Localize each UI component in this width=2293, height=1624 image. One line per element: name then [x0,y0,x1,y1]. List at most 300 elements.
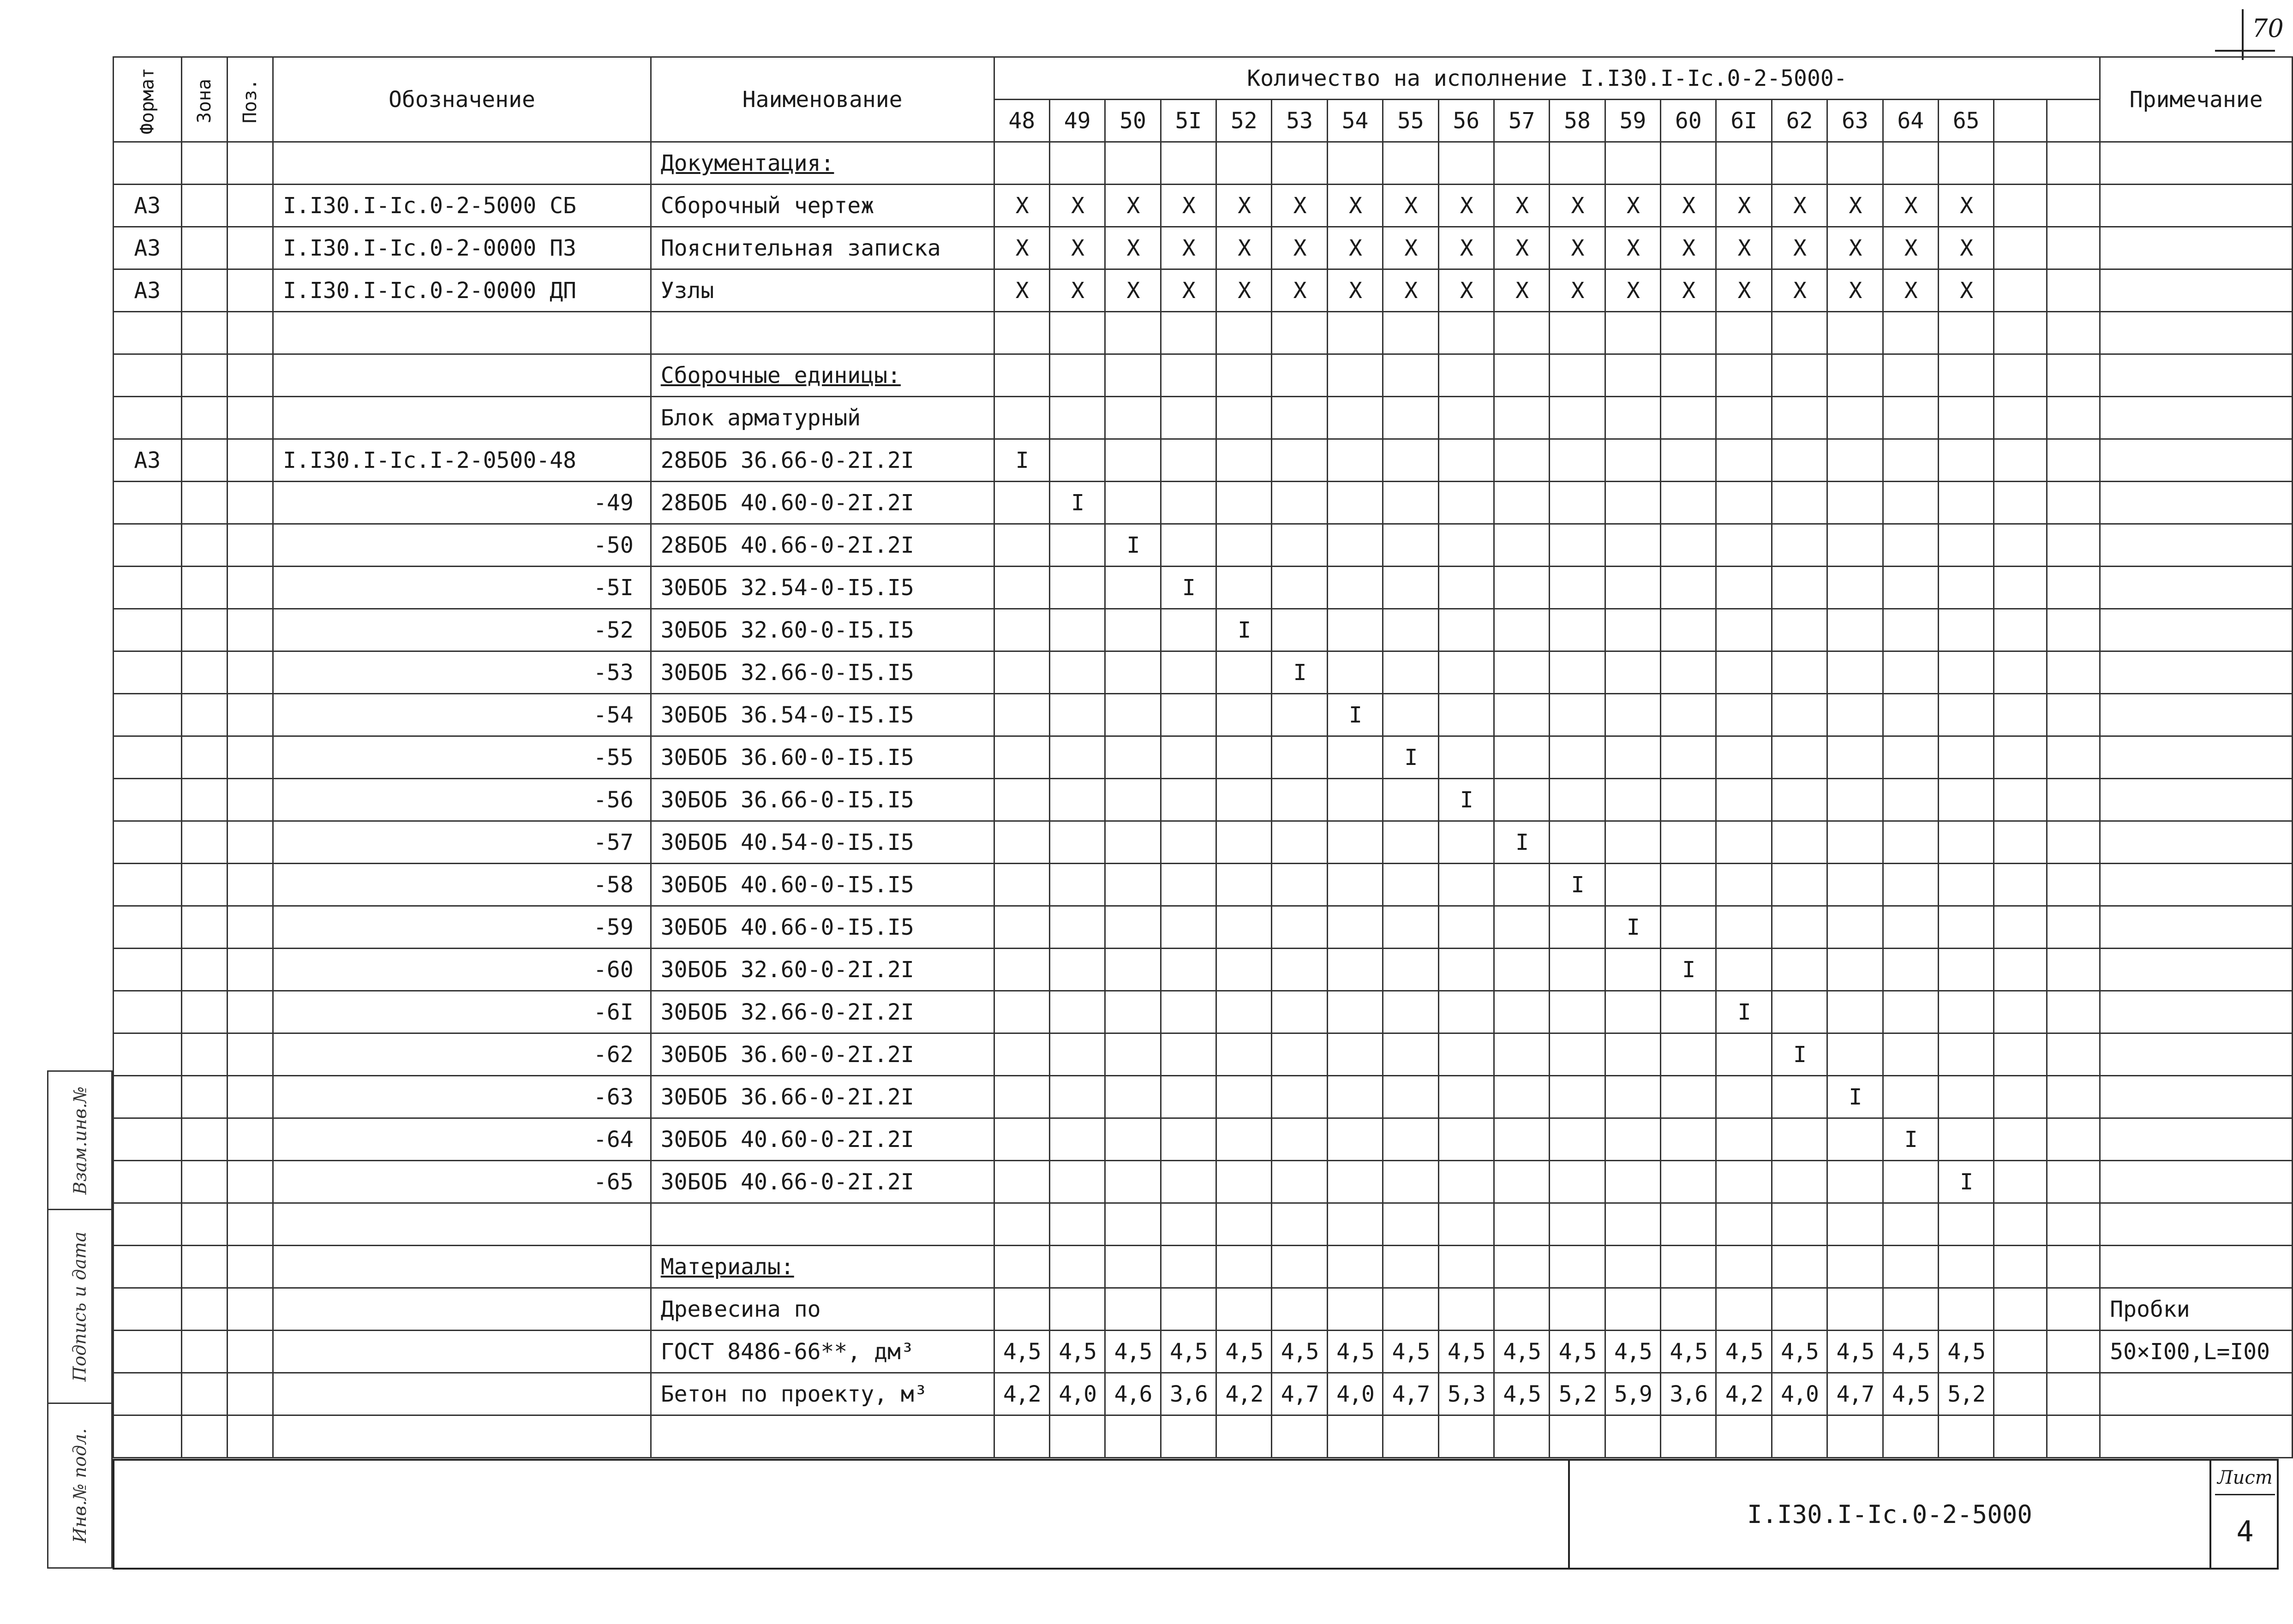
qty-cell [1938,1415,1994,1458]
qty-cell [1161,779,1216,821]
qty-cell [1272,694,1327,736]
row-pos [227,609,273,651]
row-format [114,1203,182,1246]
qty-cell [1161,439,1216,482]
row-note [2100,906,2293,949]
qty-cell [1994,821,2047,864]
qty-cell [1161,821,1216,864]
row-zone [181,185,227,227]
row-note [2100,1161,2293,1203]
row-zone [181,694,227,736]
qty-cell [994,1076,1049,1118]
qty-cell [1216,1246,1272,1288]
qty-cell [1327,312,1383,354]
row-designation: -64 [273,1118,651,1161]
qty-cell [1105,312,1161,354]
qty-cell [1272,524,1327,567]
header-pos-text: Поз. [239,78,261,123]
qty-cell [2047,1331,2100,1373]
qty-cell [1216,991,1272,1033]
header-zone [181,57,227,142]
qty-cell: X [1605,269,1660,312]
qty-cell: 4,5 [1272,1331,1327,1373]
qty-cell [994,1246,1049,1288]
row-name-text: Материалы: [660,1254,794,1280]
qty-cell: X [1272,227,1327,269]
row-zone [181,1331,227,1373]
qty-cell [1827,1415,1883,1458]
qty-cell [1883,694,1938,736]
header-pos [227,57,273,142]
qty-cell: X [1383,227,1438,269]
qty-cell [1216,1076,1272,1118]
qty-cell [1716,1118,1772,1161]
table-row [114,821,2293,864]
qty-cell [1494,524,1549,567]
qty-cell [1938,354,1994,397]
row-name [651,439,994,482]
qty-cell [1494,991,1549,1033]
qty-cell: 4,5 [1494,1373,1549,1415]
row-name [651,991,994,1033]
qty-cell [2047,397,2100,439]
qty-mark: I [1383,736,1438,779]
qty-cell [1827,142,1883,185]
qty-cell [1772,736,1827,779]
qty-cell [1605,439,1660,482]
qty-cell [1216,1203,1272,1246]
row-name-text: 30БОБ 36.66-0-2I.2I [660,1084,914,1110]
row-designation [273,354,651,397]
header-designation: Обозначение [273,57,651,142]
qty-cell [1272,779,1327,821]
table-row [114,1161,2293,1203]
row-zone [181,779,227,821]
row-format [114,354,182,397]
qty-cell [1494,906,1549,949]
qty-cell [1383,1161,1438,1203]
qty-cell [1494,736,1549,779]
qty-cell [1716,609,1772,651]
qty-cell [1827,991,1883,1033]
qty-cell [1049,736,1105,779]
qty-cell [1605,1203,1660,1246]
row-name [651,864,994,906]
qty-mark: I [1105,524,1161,567]
row-zone [181,864,227,906]
qty-cell: X [1327,269,1383,312]
row-name-text: 30БОБ 36.60-0-2I.2I [660,1041,914,1068]
qty-cell [1327,1246,1383,1288]
qty-cell [994,312,1049,354]
qty-cell [1438,991,1494,1033]
qty-cell [1272,397,1327,439]
qty-cell [1994,906,2047,949]
qty-cell [1605,1415,1660,1458]
qty-cell: 4,2 [994,1373,1049,1415]
qty-cell [1938,312,1994,354]
qty-cell [1883,397,1938,439]
qty-mark: I [1438,779,1494,821]
qty-cell [1661,524,1716,567]
qty-cell [1772,397,1827,439]
qty-cell [1772,821,1827,864]
qty-cell [1105,354,1161,397]
qty-cell [1994,1033,2047,1076]
row-name [651,269,994,312]
qty-cell [1716,949,1772,991]
row-designation: -52 [273,609,651,651]
qty-cell [1216,312,1272,354]
qty-cell [1494,1415,1549,1458]
qty-cell [1383,312,1438,354]
qty-cell: X [1105,269,1161,312]
row-pos [227,185,273,227]
qty-cell [1494,609,1549,651]
qty-cell [1272,142,1327,185]
qty-cell [1383,1246,1438,1288]
qty-cell: X [1550,185,1605,227]
row-name-text: 30БОБ 32.60-0-2I.2I [660,956,914,983]
qty-mark: I [1216,609,1272,651]
row-note [2100,1373,2293,1415]
row-pos [227,397,273,439]
row-pos [227,1161,273,1203]
qty-cell [1772,906,1827,949]
qty-cell [1383,567,1438,609]
qty-cell [1661,736,1716,779]
qty-cell [1327,1076,1383,1118]
qty-cell: 4,5 [1605,1331,1660,1373]
qty-cell [1161,1415,1216,1458]
row-name [651,821,994,864]
qty-cell [1272,1415,1327,1458]
qty-cell [1327,482,1383,524]
qty-cell [1216,567,1272,609]
qty-cell [1605,397,1660,439]
table-row [114,1033,2293,1076]
qty-cell [1272,1118,1327,1161]
qty-cell [1550,524,1605,567]
row-note [2100,1118,2293,1161]
qty-cell [1327,1118,1383,1161]
qty-cell [1605,1076,1660,1118]
qty-cell [1883,906,1938,949]
row-name-text: Пояснительная записка [660,235,941,261]
qty-cell [1994,949,2047,991]
qty-cell [1049,567,1105,609]
qty-cell: 4,5 [1716,1331,1772,1373]
qty-cell [1883,439,1938,482]
qty-cell [2047,1246,2100,1288]
row-pos [227,1076,273,1118]
qty-cell [1883,524,1938,567]
qty-cell: X [1438,185,1494,227]
qty-cell [1772,694,1827,736]
qty-cell [1105,779,1161,821]
qty-cell: 4,5 [1883,1331,1938,1373]
qty-cell [1883,949,1938,991]
qty-cell [1605,1288,1660,1331]
specification-table [113,56,2293,1458]
row-name [651,1373,994,1415]
qty-cell: 4,5 [1550,1331,1605,1373]
qty-cell [1161,864,1216,906]
qty-cell [1161,142,1216,185]
row-name-text: 30БОБ 40.60-0-I5.I5 [660,872,914,898]
table-row [114,397,2293,439]
qty-cell [1272,864,1327,906]
qty-cell [1216,524,1272,567]
qty-cell [1661,354,1716,397]
qty-cell [1938,1203,1994,1246]
row-name [651,312,994,354]
row-pos [227,482,273,524]
row-note [2100,227,2293,269]
row-name [651,949,994,991]
qty-cell [2047,1415,2100,1458]
corner-mark [2242,9,2244,60]
qty-cell [1883,142,1938,185]
qty-cell [1550,1203,1605,1246]
row-format [114,1288,182,1331]
qty-cell [1216,354,1272,397]
qty-cell [1550,1118,1605,1161]
qty-cell [1049,397,1105,439]
row-format: А3 [114,269,182,312]
qty-cell [1883,864,1938,906]
row-zone [181,142,227,185]
variant-header: 48 [994,100,1049,142]
qty-cell [1938,524,1994,567]
qty-cell [1994,312,2047,354]
qty-cell [1938,1118,1994,1161]
qty-cell [1994,1246,2047,1288]
qty-cell [1938,651,1994,694]
qty-cell [1049,1076,1105,1118]
qty-cell [1105,821,1161,864]
qty-mark: I [1827,1076,1883,1118]
qty-cell [1605,864,1660,906]
row-zone [181,1076,227,1118]
row-note [2100,821,2293,864]
header-zone-text: Зона [193,78,215,123]
qty-cell [2047,482,2100,524]
qty-cell [1716,397,1772,439]
qty-cell [1438,1033,1494,1076]
table-row [114,524,2293,567]
qty-mark: I [1049,482,1105,524]
qty-cell [1161,1118,1216,1161]
qty-cell [1327,736,1383,779]
row-note [2100,991,2293,1033]
qty-cell [1605,821,1660,864]
row-format [114,906,182,949]
qty-cell [1272,312,1327,354]
row-pos [227,227,273,269]
header-quantity: Количество на исполнение I.I30.I-Iс.0-2-5000- [994,57,2100,100]
row-name [651,1118,994,1161]
qty-mark: I [1772,1033,1827,1076]
qty-cell [1383,397,1438,439]
qty-cell [1216,779,1272,821]
qty-cell [2047,906,2100,949]
qty-cell [1049,864,1105,906]
qty-cell [994,906,1049,949]
qty-cell [1605,142,1660,185]
qty-cell [1883,1033,1938,1076]
table-row [114,1203,2293,1246]
qty-cell [1550,906,1605,949]
qty-cell [1105,651,1161,694]
qty-cell: X [994,185,1049,227]
qty-cell [1438,694,1494,736]
qty-cell [1605,609,1660,651]
qty-mark: I [1716,991,1772,1033]
qty-cell [1161,482,1216,524]
table-row [114,567,2293,609]
row-name-text: 30БОБ 32.66-0-2I.2I [660,999,914,1025]
qty-cell [994,524,1049,567]
row-pos [227,949,273,991]
row-pos [227,1203,273,1246]
qty-cell [1550,1076,1605,1118]
row-note [2100,397,2293,439]
qty-cell [1494,651,1549,694]
row-name-text: 30БОБ 32.60-0-I5.I5 [660,617,914,643]
row-pos [227,354,273,397]
qty-cell [1216,1288,1272,1331]
qty-mark: I [1883,1118,1938,1161]
qty-cell [1049,821,1105,864]
qty-cell [1550,142,1605,185]
qty-cell [1327,906,1383,949]
qty-cell [1550,821,1605,864]
qty-cell [1272,482,1327,524]
table-row [114,439,2293,482]
row-format [114,609,182,651]
qty-cell: X [1494,269,1549,312]
qty-mark: I [994,439,1049,482]
qty-cell [1049,524,1105,567]
row-format [114,1161,182,1203]
qty-cell [1772,1246,1827,1288]
qty-cell: X [1216,227,1272,269]
qty-cell [1661,906,1716,949]
qty-cell [1494,397,1549,439]
qty-cell [1327,609,1383,651]
qty-cell [1161,991,1216,1033]
row-zone [181,991,227,1033]
qty-cell [1661,609,1716,651]
qty-cell [1550,609,1605,651]
variant-header: 56 [1438,100,1494,142]
qty-cell [2047,991,2100,1033]
qty-cell [1383,864,1438,906]
qty-cell [1272,1076,1327,1118]
qty-cell [1883,482,1938,524]
table-row [114,864,2293,906]
qty-mark: I [1327,694,1383,736]
qty-cell: X [1938,227,1994,269]
qty-cell [2047,567,2100,609]
variant-header: 59 [1605,100,1660,142]
qty-cell [1438,1415,1494,1458]
qty-cell [1272,991,1327,1033]
qty-cell [1438,651,1494,694]
table-row [114,1288,2293,1331]
row-format [114,821,182,864]
qty-cell [1605,736,1660,779]
table-row [114,1415,2293,1458]
variant-header: 63 [1827,100,1883,142]
qty-cell [1661,312,1716,354]
qty-cell [1827,609,1883,651]
qty-mark: I [1661,949,1716,991]
row-name-text: 30БОБ 36.54-0-I5.I5 [660,702,914,728]
row-designation [273,1373,651,1415]
qty-cell [1772,1118,1827,1161]
qty-cell [1327,779,1383,821]
qty-cell [1049,651,1105,694]
qty-cell [1550,694,1605,736]
qty-cell [1327,439,1383,482]
qty-cell [1716,354,1772,397]
qty-cell [1383,694,1438,736]
qty-cell [1105,1288,1161,1331]
qty-cell [1605,1118,1660,1161]
qty-cell [1216,397,1272,439]
row-zone [181,609,227,651]
row-name [651,1288,994,1331]
row-pos [227,524,273,567]
header-name: Наименование [651,57,994,142]
row-pos [227,906,273,949]
table-row [114,949,2293,991]
qty-cell [1827,1288,1883,1331]
row-format [114,1033,182,1076]
qty-cell: X [1605,185,1660,227]
side-stamp [47,1070,113,1569]
qty-cell [1383,439,1438,482]
qty-cell [1605,354,1660,397]
row-zone [181,1161,227,1203]
qty-cell [1661,1415,1716,1458]
row-note [2100,864,2293,906]
row-format [114,1373,182,1415]
qty-cell [2047,269,2100,312]
qty-cell [994,609,1049,651]
qty-cell [1216,821,1272,864]
qty-cell: 4,5 [1049,1331,1105,1373]
row-name-text: 28БОБ 36.66-0-2I.2I [660,447,914,473]
qty-cell [1550,949,1605,991]
qty-cell [1105,1118,1161,1161]
qty-cell [1605,482,1660,524]
qty-cell [1772,142,1827,185]
qty-cell [1216,949,1272,991]
qty-cell [1327,1415,1383,1458]
row-note [2100,1033,2293,1076]
row-format [114,991,182,1033]
qty-cell [1438,567,1494,609]
qty-cell [1883,312,1938,354]
qty-cell [1994,1076,2047,1118]
variant-header: 54 [1327,100,1383,142]
qty-cell [1827,1246,1883,1288]
row-name [651,1415,994,1458]
qty-cell [2047,1373,2100,1415]
